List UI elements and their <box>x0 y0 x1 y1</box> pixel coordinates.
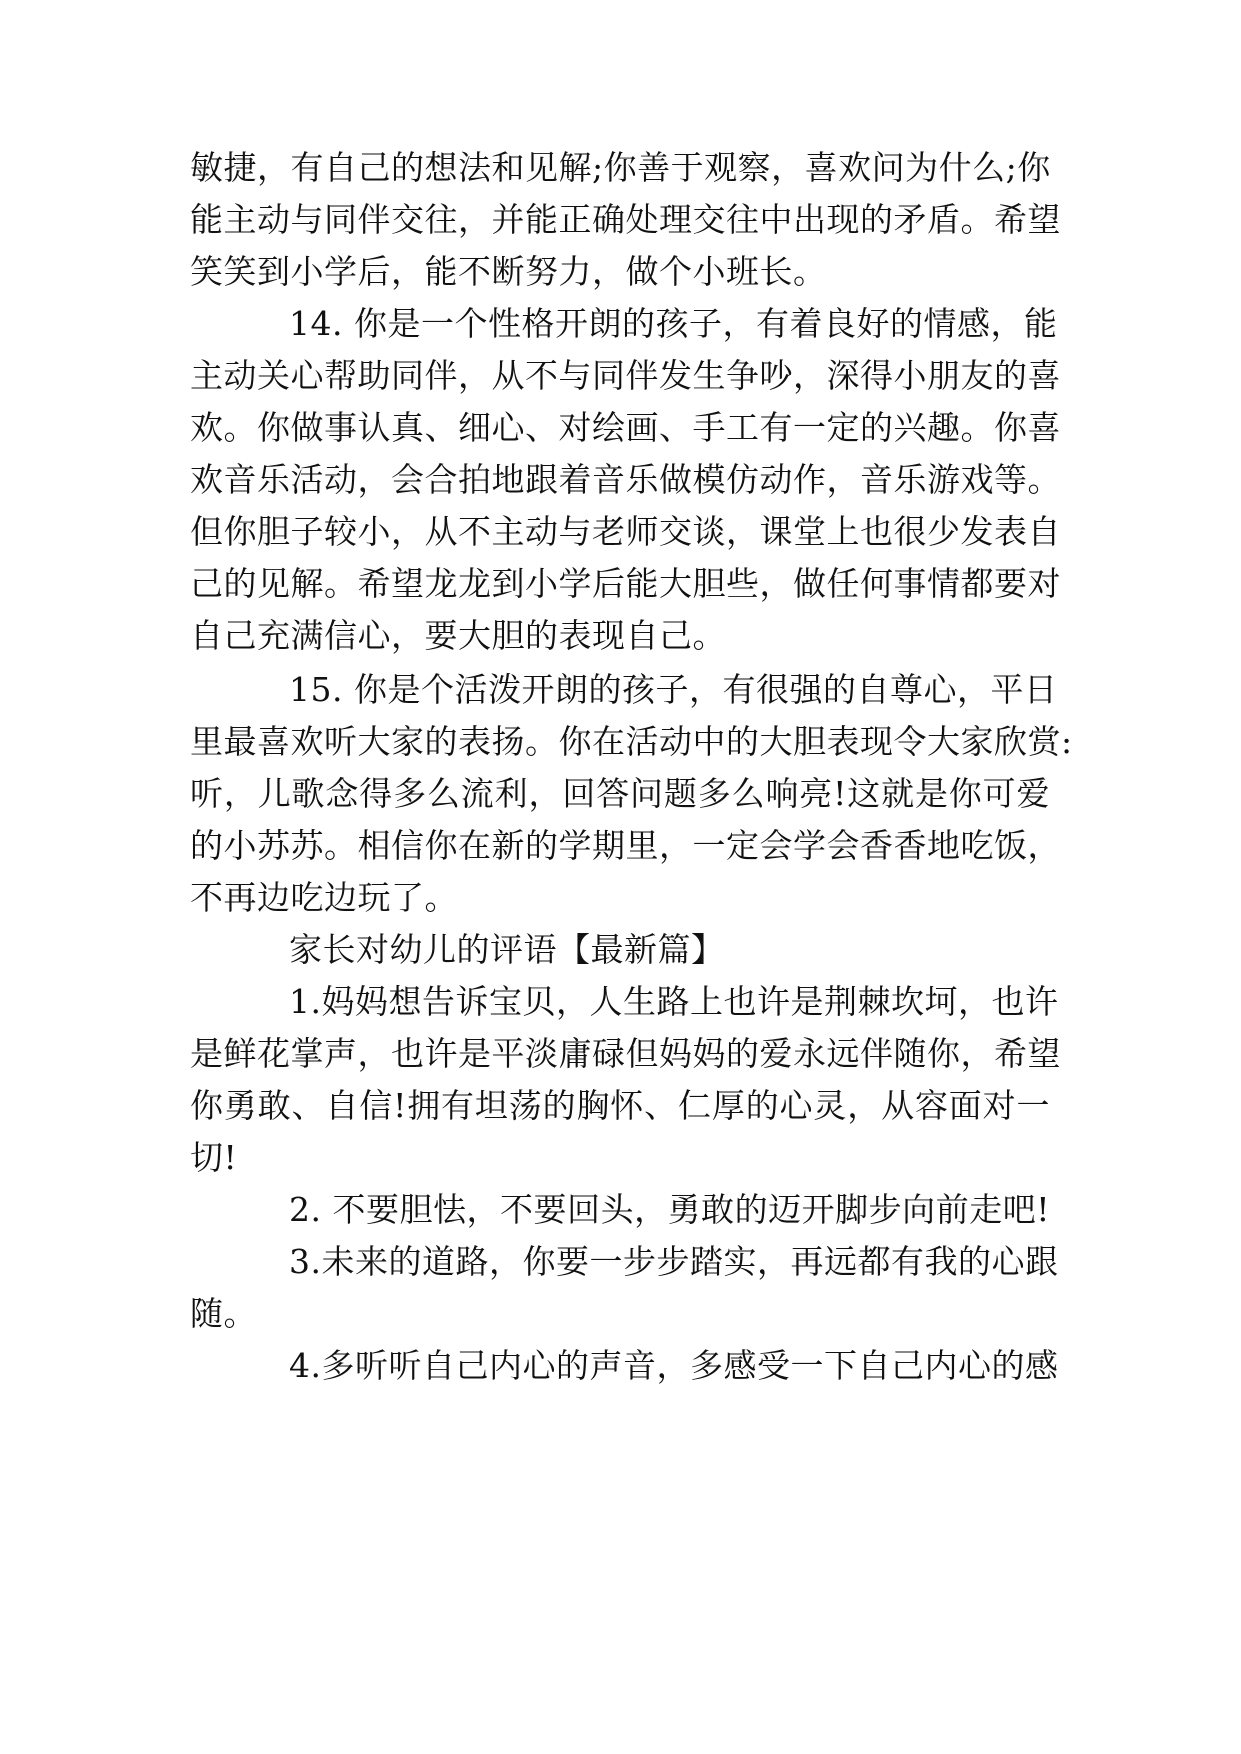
section-heading: 家长对幼儿的评语【最新篇】 <box>289 930 725 969</box>
text-line: 己的见解。希望龙龙到小学后能大胆些，做任何事情都要对 <box>190 564 1061 603</box>
text-line: 笑笑到小学后，能不断努力，做个小班长。 <box>190 252 827 291</box>
text-line: 敏捷，有自己的想法和见解;你善于观察，喜欢问为什么;你 <box>190 148 1051 187</box>
text-line: 不再边吃边玩了。 <box>190 878 458 917</box>
text-line: 但你胆子较小，从不主动与老师交谈，课堂上也很少发表自 <box>190 512 1061 551</box>
text-line: 14. 你是一个性格开朗的孩子，有着良好的情感，能 <box>289 304 1058 343</box>
text-line: 欢音乐活动，会合拍地跟着音乐做模仿动作，音乐游戏等。 <box>190 460 1061 499</box>
text-line: 能主动与同伴交往，并能正确处理交往中出现的矛盾。希望 <box>190 200 1061 239</box>
text-line: 3.未来的道路，你要一步步踏实，再远都有我的心跟 <box>289 1242 1059 1281</box>
text-line: 1.妈妈想告诉宝贝，人生路上也许是荆棘坎坷，也许 <box>289 982 1059 1021</box>
text-line: 的小苏苏。相信你在新的学期里，一定会学会香香地吃饭， <box>190 826 1061 865</box>
text-line: 2. 不要胆怯，不要回头，勇敢的迈开脚步向前走吧! <box>289 1190 1050 1229</box>
text-line: 是鲜花掌声，也许是平淡庸碌但妈妈的爱永远伴随你，希望 <box>190 1034 1061 1073</box>
text-line: 听，儿歌念得多么流利，回答问题多么响亮!这就是你可爱 <box>190 774 1050 813</box>
text-line: 主动关心帮助同伴，从不与同伴发生争吵，深得小朋友的喜 <box>190 356 1061 395</box>
text-line: 4.多听听自己内心的声音，多感受一下自己内心的感 <box>289 1346 1059 1385</box>
text-line: 随。 <box>190 1294 257 1333</box>
text-line: 自己充满信心，要大胆的表现自己。 <box>190 616 726 655</box>
text-line: 欢。你做事认真、细心、对绘画、手工有一定的兴趣。你喜 <box>190 408 1061 447</box>
text-line: 你勇敢、自信!拥有坦荡的胸怀、仁厚的心灵，从容面对一 <box>190 1086 1050 1125</box>
text-line: 15. 你是个活泼开朗的孩子，有很强的自尊心，平日 <box>289 670 1058 709</box>
text-line: 里最喜欢听大家的表扬。你在活动中的大胆表现令大家欣赏: <box>190 722 1073 761</box>
text-line: 切! <box>190 1138 238 1177</box>
